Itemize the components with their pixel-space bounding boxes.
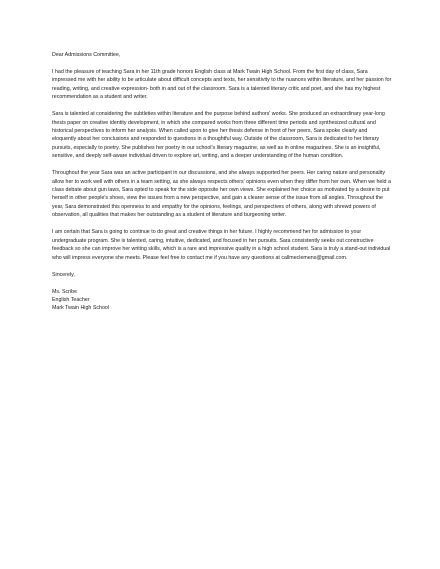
paragraph-introduction: I had the pleasure of teaching Sara in her 11th grade honors English class at Mark Twain High School. From the first day of class, Sara impressed me with her ability to be articulate about difficult concepts and texts, her sensitivity to the nuances within literature, and her passion for reading, writing, and creative expression- both in and out of the classroom. Sara is a talented literary critic and poet, and she has my highest recommendation as a student and writer. (52, 69, 392, 101)
paragraph-collaboration: Throughout the year Sara was an active participant in our discussions, and she always supported her peers. Her caring nature and personality allow her to work well with others in a team setting, as she always respects others' opinions even when they differ from her own. When we held a class debate about gun laws, Sara opted to speak for the side opposite her own views. She explained her choice as motivated by a desire to put herself in other people's shoes, view the issues from a new perspective, and gain a clearer sense of the issue from all angles. Throughout the year, Sara demonstrated this openness to and empathy for the opinions, feelings, and perspectives of others, along with shrewd powers of observation, all qualities that makes her outstanding as a student of literature and burgeoning writer. (52, 170, 391, 219)
signature-title: English Teacher (52, 296, 90, 303)
closing: Sincerely, (52, 271, 75, 278)
paragraph-recommendation: I am certain that Sara is going to continue to do great and creative things in her future. I highly recommend her for admission to your undergraduate program. She is talented, caring, intuitive, dedicated, and focused in her pursuits. Sara consistently seeks out constructive feedback so she can improve her writing skills, which is a rare and impressive quality in a high school student. Sara is truly a stand-out individual who will impress everyone she meets. Please feel free to contact me if you have any questions at callmeclemens@gmail.com. (52, 229, 391, 261)
recommendation-letter (52, 51, 392, 313)
salutation: Dear Admissions Committee, (52, 52, 121, 58)
signature-name: Ms. Scribe (52, 288, 78, 295)
signature-block (52, 288, 392, 313)
signature-school: Mark Twain High School (52, 305, 110, 312)
paragraph-literary-talent: Sara is talented at considering the subtleties within literature and the purpose behind authors' works. She produced an extraordinary year-long thesis paper on creative identity development, in which she compared works from three different time periods and synthesized cultural and historical perspectives to inform her analysis. When called upon to give her thesis defense in front of her peers, Sara spoke clearly and eloquently about her conclusions and responded to questions in a thoughtful way. Outside of the classroom, Sara is dedicated to her literary pursuits, especially to poetry. She publishes her poetry in our school's literary magazine, as well as in online magazines. She is an insightful, sensitive, and deeply self-aware individual driven to explore art, writing, and a deeper understanding of the human condition. (52, 111, 385, 160)
